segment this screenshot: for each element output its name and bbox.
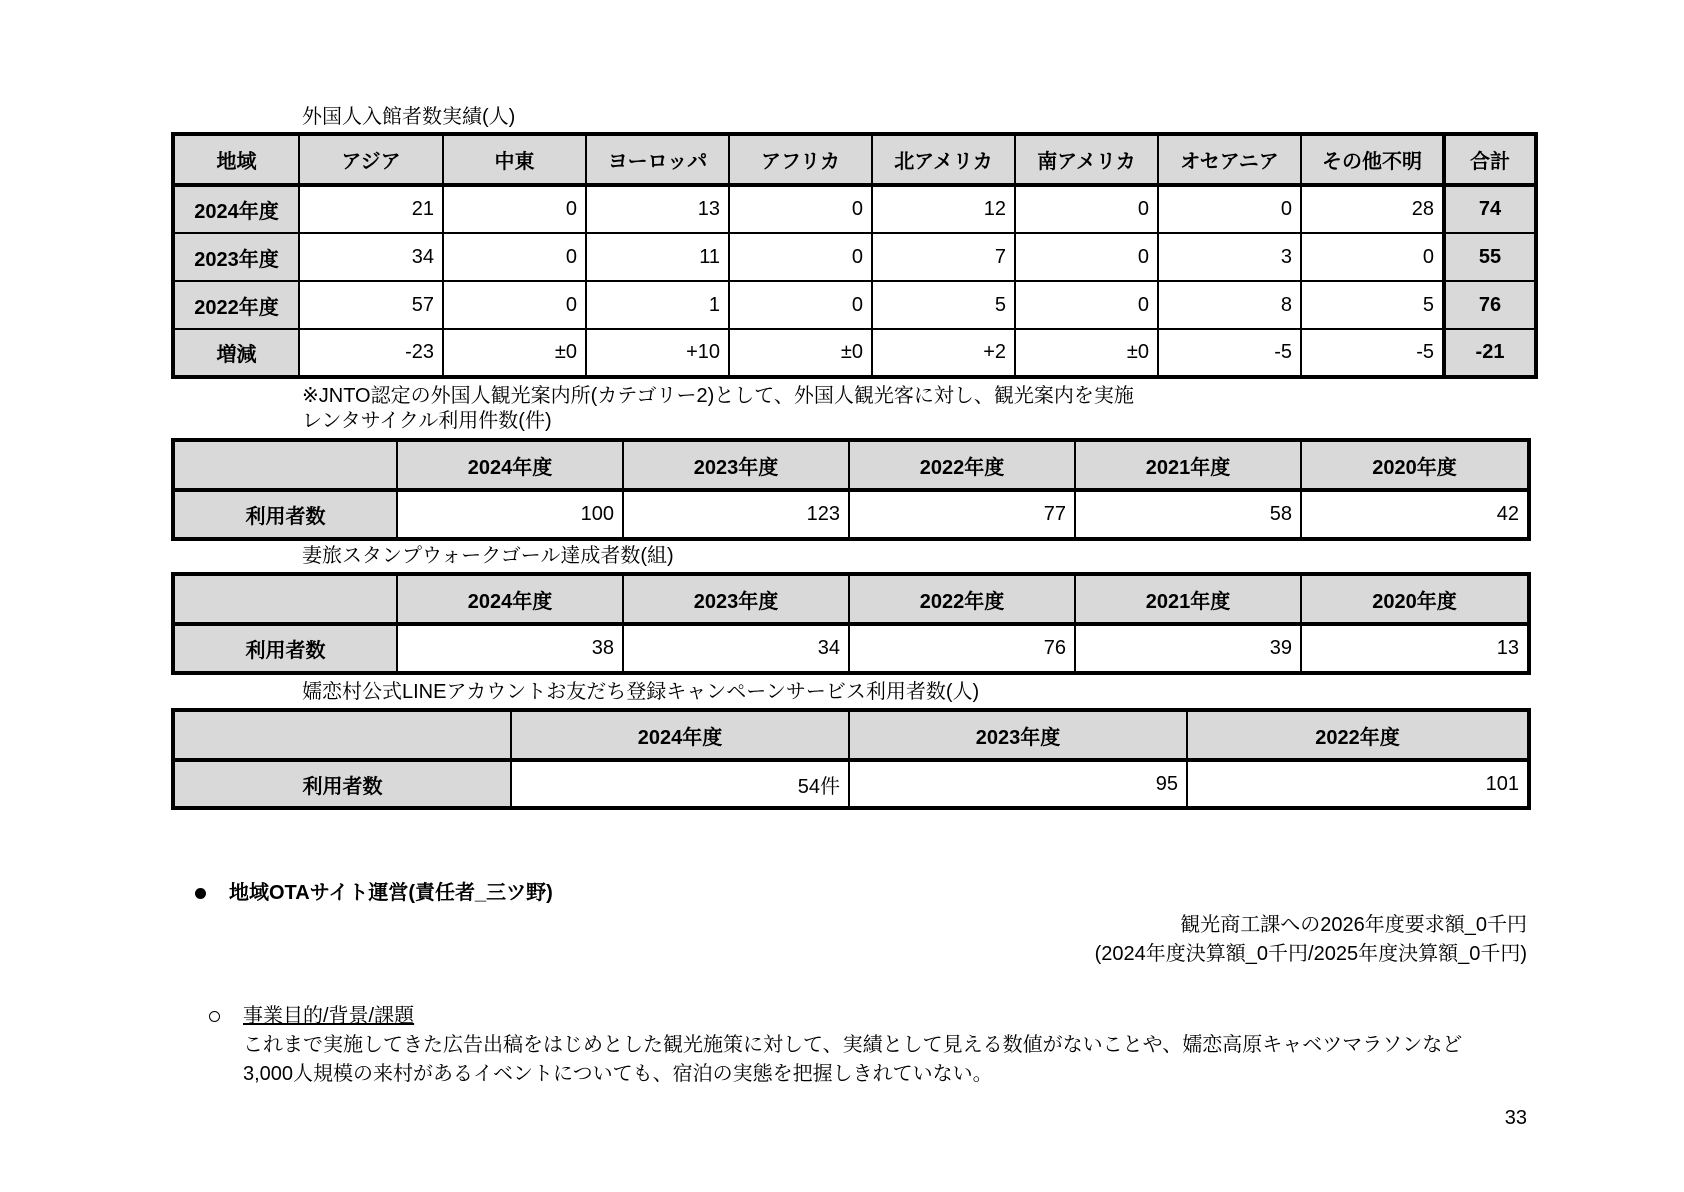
header-cell: 2022年度: [1187, 710, 1529, 760]
hollow-circle-bullet-icon: [209, 1011, 220, 1022]
value-cell: 95: [849, 760, 1187, 808]
header-cell: 2020年度: [1301, 574, 1529, 624]
value-cell: -5: [1301, 329, 1444, 377]
value-cell: 101: [1187, 760, 1529, 808]
foreign-visitors-table: [171, 132, 1538, 379]
header-cell: 2024年度: [397, 574, 623, 624]
value-cell: 58: [1075, 490, 1301, 539]
value-cell: 42: [1301, 490, 1529, 539]
row-label: 利用者数: [173, 624, 397, 673]
header-cell: [173, 710, 511, 760]
row-label: 2022年度: [173, 281, 299, 329]
value-cell: 0: [729, 185, 872, 233]
page-number: 33: [1504, 1107, 1527, 1129]
value-cell: 0: [1015, 233, 1158, 281]
row-label: 利用者数: [173, 490, 397, 539]
header-cell: 2023年度: [849, 710, 1187, 760]
value-cell: 13: [586, 185, 729, 233]
table-row: [173, 760, 1529, 808]
header-cell: 2024年度: [397, 440, 623, 490]
table-row: [173, 329, 1536, 377]
header-cell: 2021年度: [1075, 574, 1301, 624]
bullet-dot-icon: [195, 888, 206, 899]
value-cell: 0: [443, 233, 586, 281]
value-cell: 0: [729, 233, 872, 281]
header-cell: 2023年度: [623, 440, 849, 490]
value-cell: 8: [1158, 281, 1301, 329]
line-campaign-table: [171, 708, 1531, 810]
value-cell: 7: [872, 233, 1015, 281]
budget-request: 観光商工課への2026年度要求額_0千円: [1180, 914, 1527, 936]
header-cell: 2024年度: [511, 710, 849, 760]
header-cell: ヨーロッパ: [586, 134, 729, 185]
value-cell: ±0: [1015, 329, 1158, 377]
header-row: [173, 440, 1529, 490]
value-cell: 34: [623, 624, 849, 673]
value-cell: -23: [299, 329, 443, 377]
value-cell: 54件: [511, 760, 849, 808]
value-cell: 0: [443, 281, 586, 329]
header-row: [173, 710, 1529, 760]
value-cell: 0: [1015, 281, 1158, 329]
table-row: [173, 490, 1529, 539]
header-cell: 2020年度: [1301, 440, 1529, 490]
header-cell: 中東: [443, 134, 586, 185]
value-cell: ±0: [443, 329, 586, 377]
table-row: [173, 233, 1536, 281]
total-cell: 74: [1444, 185, 1536, 233]
value-cell: 39: [1075, 624, 1301, 673]
header-cell: 合計: [1444, 134, 1536, 185]
value-cell: ±0: [729, 329, 872, 377]
header-cell: その他不明: [1301, 134, 1444, 185]
value-cell: +10: [586, 329, 729, 377]
table-row: [173, 185, 1536, 233]
budget-settled: (2024年度決算額_0千円/2025年度決算額_0千円): [1094, 943, 1527, 965]
section-title: 地域OTAサイト運営(責任者_三ツ野): [229, 882, 553, 904]
line-campaign-caption: 嬬恋村公式LINEアカウントお友だち登録キャンペーンサービス利用者数(人): [302, 681, 980, 703]
row-label: 利用者数: [173, 760, 511, 808]
value-cell: 0: [1301, 233, 1444, 281]
header-cell: 2022年度: [849, 574, 1075, 624]
value-cell: 0: [1158, 185, 1301, 233]
value-cell: +2: [872, 329, 1015, 377]
header-row: [173, 134, 1536, 185]
header-cell: 北アメリカ: [872, 134, 1015, 185]
total-cell: 76: [1444, 281, 1536, 329]
value-cell: 5: [1301, 281, 1444, 329]
table-row: [173, 624, 1529, 673]
header-cell: 2022年度: [849, 440, 1075, 490]
row-label: 2024年度: [173, 185, 299, 233]
value-cell: 38: [397, 624, 623, 673]
header-cell: 2023年度: [623, 574, 849, 624]
value-cell: 11: [586, 233, 729, 281]
value-cell: 0: [443, 185, 586, 233]
header-cell: 2021年度: [1075, 440, 1301, 490]
sub-heading: 事業目的/背景/課題: [243, 1005, 415, 1027]
row-label: 2023年度: [173, 233, 299, 281]
header-cell: アジア: [299, 134, 443, 185]
jnto-note: ※JNTO認定の外国人観光案内所(カテゴリー2)として、外国人観光客に対し、観光案内を実施: [302, 385, 1134, 407]
body-text-line-1: これまで実施してきた広告出稿をはじめとした観光施策に対して、実績として見える数値がないことや、嬬恋高原キャベツマラソンなど: [243, 1034, 1463, 1056]
value-cell: 76: [849, 624, 1075, 673]
foreign-visitors-caption: 外国人入館者数実績(人): [302, 106, 516, 128]
header-cell: アフリカ: [729, 134, 872, 185]
header-cell: オセアニア: [1158, 134, 1301, 185]
value-cell: 5: [872, 281, 1015, 329]
value-cell: 1: [586, 281, 729, 329]
total-cell: -21: [1444, 329, 1536, 377]
header-row: [173, 574, 1529, 624]
header-cell: [173, 440, 397, 490]
table-row: [173, 281, 1536, 329]
value-cell: 21: [299, 185, 443, 233]
value-cell: 57: [299, 281, 443, 329]
header-cell: [173, 574, 397, 624]
value-cell: 0: [1015, 185, 1158, 233]
rental-cycle-caption: レンタサイクル利用件数(件): [302, 410, 552, 432]
value-cell: 0: [729, 281, 872, 329]
value-cell: 28: [1301, 185, 1444, 233]
stamp-walk-table: [171, 572, 1531, 675]
rental-cycle-table: [171, 438, 1531, 541]
value-cell: 34: [299, 233, 443, 281]
value-cell: 3: [1158, 233, 1301, 281]
value-cell: -5: [1158, 329, 1301, 377]
total-cell: 55: [1444, 233, 1536, 281]
value-cell: 100: [397, 490, 623, 539]
value-cell: 123: [623, 490, 849, 539]
value-cell: 12: [872, 185, 1015, 233]
header-cell: 地域: [173, 134, 299, 185]
value-cell: 77: [849, 490, 1075, 539]
value-cell: 13: [1301, 624, 1529, 673]
body-text-line-2: 3,000人規模の来村があるイベントについても、宿泊の実態を把握しきれていない。: [243, 1063, 993, 1085]
stamp-walk-caption: 妻旅スタンプウォークゴール達成者数(組): [302, 545, 674, 567]
row-label: 増減: [173, 329, 299, 377]
header-cell: 南アメリカ: [1015, 134, 1158, 185]
